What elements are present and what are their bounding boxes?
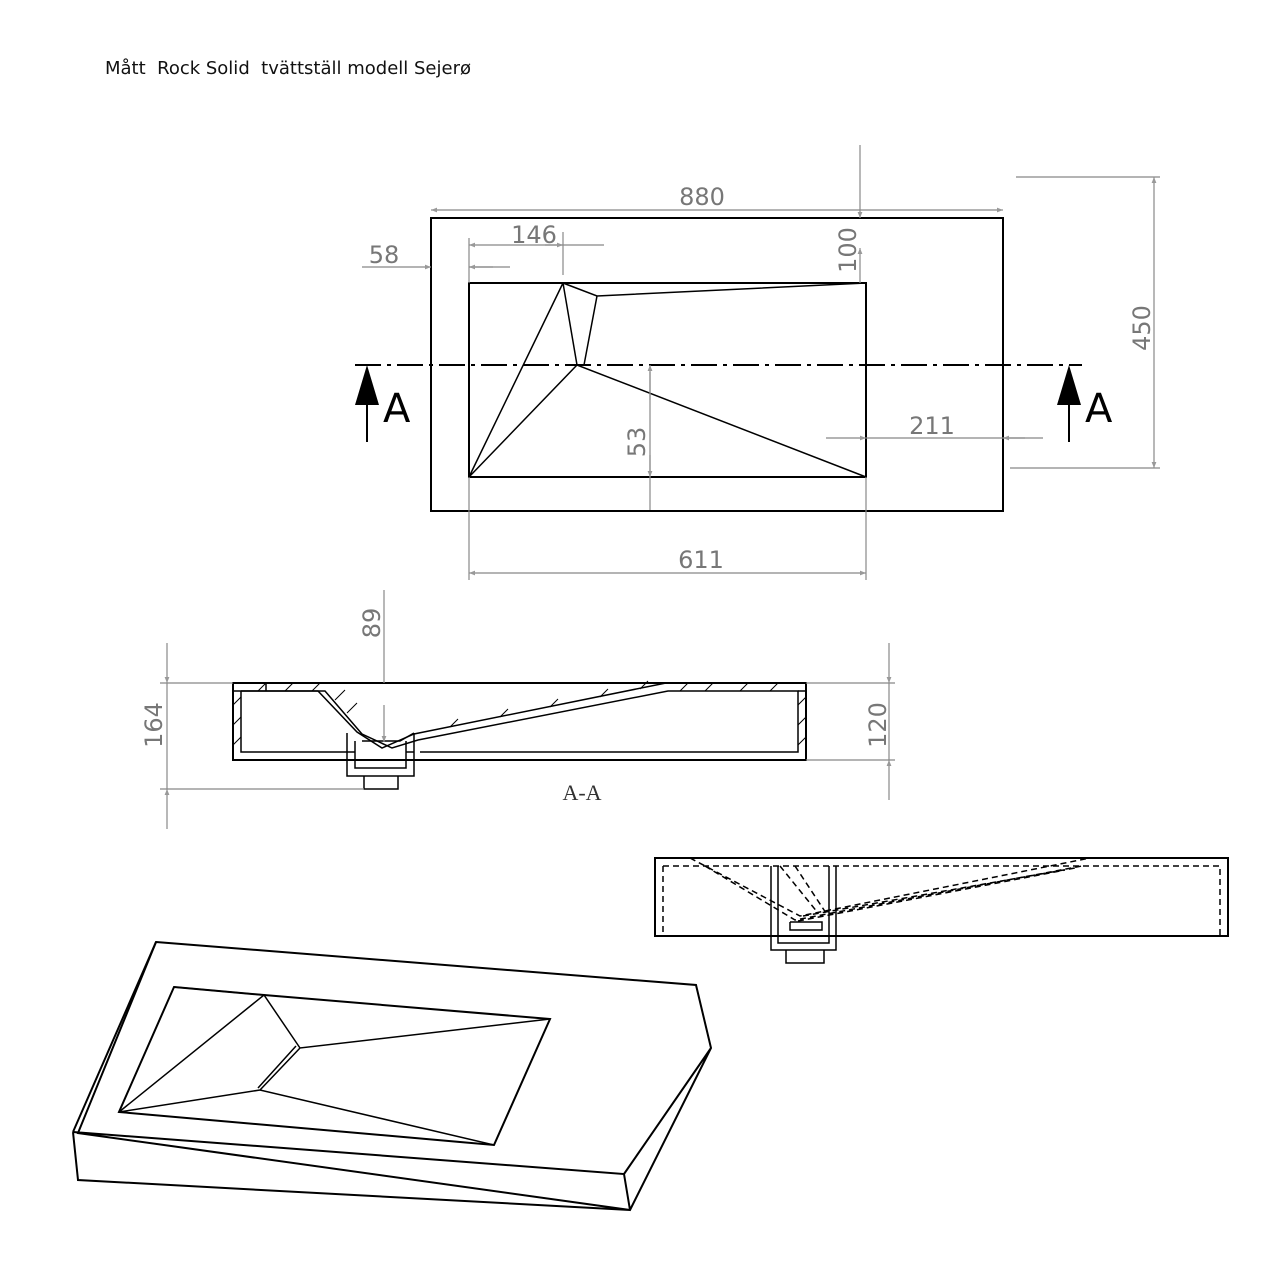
dimension-146 [469,221,604,283]
dimension-basin-offset-label: 58 [368,241,400,269]
hidden-drain-lines [690,858,1090,921]
basin-outline [469,283,866,477]
dimension-total-height-label: 164 [140,702,168,748]
dimension-width-label: 450 [1128,305,1156,351]
section-outline [233,683,806,760]
iso-basin [119,987,550,1145]
dimension-611 [469,477,866,580]
dimension-100 [834,145,862,283]
section-arrow-left [355,365,411,442]
basin-facets [469,283,866,477]
dimension-211 [826,412,1043,440]
dimension-89 [358,590,386,742]
iso-body [73,942,711,1210]
dimension-53 [623,365,651,510]
section-view [140,590,895,829]
iso-facets [119,987,550,1145]
isometric-view [73,942,711,1210]
dimension-880 [431,183,1003,211]
section-arrow-right [1057,365,1113,442]
dimension-top-margin-label: 100 [834,227,862,273]
dimension-drain-height-label: 53 [623,426,651,458]
side-trap [771,866,836,963]
section-marker-left: A [383,386,411,432]
dimension-right-margin-label: 211 [909,412,955,440]
dimension-164 [140,643,364,829]
dimension-body-height-label: 120 [864,702,892,748]
dimension-drain-offset-label: 146 [511,221,557,249]
top-view [355,145,1160,580]
dimension-basin-length-label: 611 [678,546,724,574]
dimension-120 [806,643,895,800]
drawing-title: Mått Rock Solid tvättställ modell Sejerø [105,58,471,79]
side-view [655,858,1228,963]
section-name: A-A [562,780,602,805]
section-marker-right: A [1085,386,1113,432]
dimension-drain-depth-label: 89 [358,607,386,639]
dimension-length-label: 880 [679,183,725,211]
